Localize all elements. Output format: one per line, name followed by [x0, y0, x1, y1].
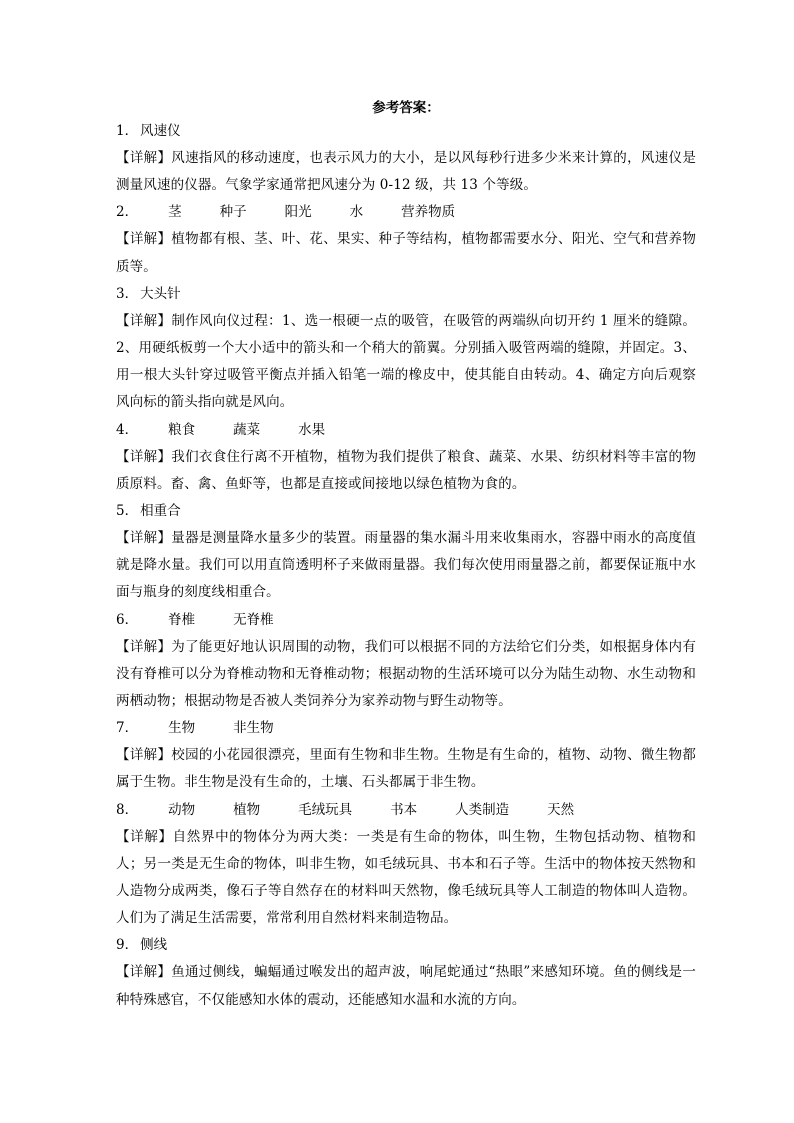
answer-blank: 侧线 [140, 937, 168, 954]
page-title: 参考答案： [372, 100, 440, 116]
explanation-7 [116, 742, 696, 796]
answer-line-7 [116, 715, 696, 742]
answer-blank: 动物 [168, 801, 196, 818]
question-number: 9． [116, 937, 139, 954]
answer-blank: 粮食 [168, 421, 196, 438]
answer-blank: 生物 [168, 720, 196, 737]
answer-blank: 毛绒玩具 [298, 801, 353, 818]
answer-blank: 脊椎 [168, 611, 196, 628]
question-number: 6． [116, 611, 139, 628]
answer-line-9 [116, 932, 696, 959]
explanation-text: 量器是测量降水量多少的装置。雨量器的集水漏斗用来收集雨水，容器中雨水的高度值就是降水量。我们可以用直筒透明杯子来做雨量器。我们每次使用雨量器之前，都要保证瓶中水面与瓶身的刻度线相重合。 [116, 530, 696, 601]
answer-blank: 相重合 [140, 503, 181, 520]
answer-blank: 人类制造 [455, 801, 510, 818]
explanation-4 [116, 444, 696, 498]
answer-blank: 天然 [547, 801, 575, 818]
answer-line-2 [116, 199, 696, 226]
explanation-tag: 【详解】 [116, 312, 172, 329]
answer-blank: 蔬菜 [233, 421, 261, 438]
answer-blank: 阳光 [284, 204, 312, 221]
answer-blank: 水 [349, 204, 364, 221]
answer-blank: 书本 [390, 801, 418, 818]
answer-line-8 [116, 797, 696, 824]
explanation-tag: 【详解】 [116, 638, 172, 655]
answer-blank: 风速仪 [140, 123, 181, 139]
answer-blank: 茎 [168, 204, 182, 221]
answer-blank: 植物 [233, 801, 261, 818]
explanation-2 [116, 226, 696, 280]
question-list [116, 118, 696, 1014]
answer-line-1 [116, 118, 696, 145]
explanation-text: 我们衣食住行离不开植物，植物为我们提供了粮食、蔬菜、水果、纺织材料等丰富的物质原料。畜、禽、鱼虾等，也都是直接或间接地以绿色植物为食的。 [116, 448, 696, 492]
explanation-9 [116, 959, 696, 1013]
question-number: 5． [116, 503, 139, 520]
explanation-text: 植物都有根、茎、叶、花、果实、种子等结构，植物都需要水分、阳光、空气和营养物质等。 [116, 231, 696, 275]
explanation-5 [116, 525, 696, 607]
answer-sheet [116, 98, 696, 1014]
explanation-tag: 【详解】 [116, 530, 172, 547]
explanation-8 [116, 824, 696, 933]
answer-blank: 非生物 [233, 720, 274, 737]
answer-blank: 种子 [219, 204, 247, 221]
answer-blank: 无脊椎 [233, 611, 274, 628]
explanation-tag: 【详解】 [116, 448, 172, 465]
explanation-text: 制作风向仪过程：1、选一根硬一点的吸管，在吸管的两端纵向切开约 1 厘米的缝隙。2、用硬纸板剪一个大小适中的箭头和一个稍大的箭翼。分别插入吸管两端的缝隙，并固定。3、用一根大头针穿过吸管平衡点并插入铅笔一端的橡皮中，使其能自由转动。4、确定方向后观察风向标的箭头指向就是风向。 [116, 312, 696, 411]
explanation-tag: 【详解】 [116, 747, 172, 764]
explanation-text: 风速指风的移动速度，也表示风力的大小，是以风每秒行进多少米来计算的，风速仪是测量风速的仪器。气象学家通常把风速分为 0-12 级，共 13 个等级。 [116, 150, 696, 194]
explanation-text: 鱼通过侧线，蝙蝠通过喉发出的超声波，响尾蛇通过“热眼”来感知环境。鱼的侧线是一种特殊感官，不仅能感知水体的震动，还能感知水温和水流的方向。 [116, 964, 696, 1008]
question-number: 2． [116, 204, 139, 221]
explanation-tag: 【详解】 [116, 231, 172, 248]
question-number: 8． [116, 801, 139, 818]
explanation-6 [116, 634, 696, 716]
question-number: 7． [116, 720, 139, 737]
answer-line-4 [116, 417, 696, 444]
question-number: 4． [116, 421, 139, 438]
answer-blank: 营养物质 [401, 204, 456, 221]
explanation-tag: 【详解】 [116, 828, 173, 845]
answer-line-6 [116, 607, 696, 634]
explanation-tag: 【详解】 [116, 964, 172, 981]
explanation-text: 为了能更好地认识周围的动物，我们可以根据不同的方法给它们分类，如根据身体内有没有脊椎可以分为脊椎动物和无脊椎动物；根据动物的生活环境可以分为陆生动物、水生动物和两栖动物；根据动物是否被人类饲养分为家养动物与野生动物等。 [116, 638, 696, 710]
explanation-text: 校园的小花园很漂亮，里面有生物和非生物。生物是有生命的，植物、动物、微生物都属于生物。非生物是没有生命的，土壤、石头都属于非生物。 [116, 747, 696, 791]
answer-blank: 水果 [298, 421, 326, 438]
answer-line-3 [116, 281, 696, 308]
explanation-tag: 【详解】 [116, 150, 172, 166]
answer-line-5 [116, 498, 696, 525]
question-number: 3． [116, 285, 139, 302]
explanation-1 [116, 145, 696, 199]
explanation-3 [116, 308, 696, 417]
explanation-text: 自然界中的物体分为两大类：一类是有生命的物体，叫生物，生物包括动物、植物和人；另一类是无生命的物体，叫非生物，如毛绒玩具、书本和石子等。生活中的物体按天然物和人造物分成两类，像石子等自然存在的材料叫天然物，像毛绒玩具等人工制造的物体叫人造物。人们为了满足生活需要，常常利用自然材料来制造物品。 [116, 828, 696, 927]
question-number: 1． [116, 123, 139, 139]
answer-blank: 大头针 [140, 285, 181, 302]
